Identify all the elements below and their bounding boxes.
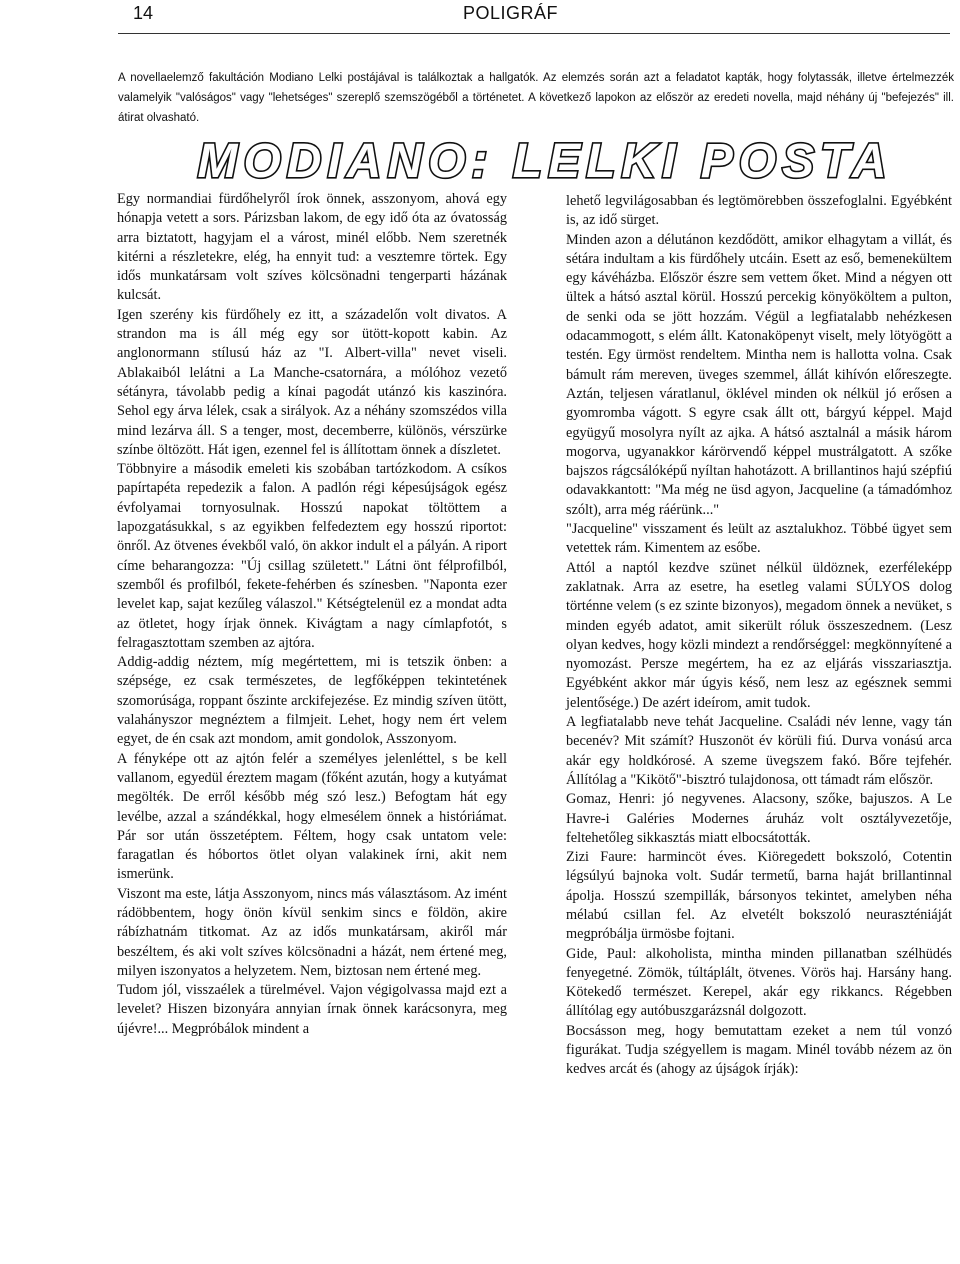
page-number: 14 <box>133 3 154 23</box>
left-column <box>117 190 507 1039</box>
paragraph: A fényképe ott az ajtón felér a személyes jelenléttel, s be kell vallanom, egyedül éreztem magam (főként azután, hogy a kutyámat megölték. De erről később még szó lesz.) Befogtam hát egy levélbe, azzal a szándékkal, hogy elmesélem önnek a históriámat. Pár sor után összetéptem. Féltem, hogy csak untatom vele: faragatlan és hóbortos ötlet olyan valakinek írni, akit nem ismerünk. <box>117 750 507 883</box>
paragraph: Attól a naptól kezdve szünet nélkül üldöznek, ezerféleképp zaklatnak. Arra az esetre, ha esetleg valami SÚLYOS dolog történne velem (s ez szinte bizonyos), megadom önnek a nevüket, s minden egyéb adatot, amit sikerült róluk összeszednem. (Lesz olyan kedves, hogy közli mindezt a rendőrséggel: megkönnyítené a nyomozást. Persze megértem, ha ez az eljárás visszariasztja. Egyébként akkor már úgyis késő, nem lesz az egésznek semmi jelentősége.) De azért ideírom, amit tudok. <box>566 559 952 711</box>
article-title <box>160 130 930 186</box>
paragraph: lehető legvilágosabban és legtömörebben összefoglalni. Egyébként is, az idő sürget. <box>566 193 952 229</box>
paragraph: Addig-addig néztem, míg megértettem, mi is tetszik önben: a szépsége, ez csak természetes, de legfőképpen tekintetének szomorúsága, roppant őszinte arckifejezése. Ez mindig szíven ütött, valahányszor megnéztem a filmjeit. Lehet, hogy nem ért velem egyet, de én csak azt mondom, amit gondolok, Asszonyom. <box>117 654 507 748</box>
paragraph: Tudom jól, visszaélek a türelmével. Vajon végigolvassa majd ezt a levelet? Hiszen bizonyára annyian írnak önnek karácsonyra, meg újévre!... Megpróbálok mindent a <box>117 982 507 1037</box>
paragraph: Viszont ma este, látja Asszonyom, nincs más választásom. Az imént rádöbbentem, hogy önön kívül senkim sincs e földön, akire rábízhatnám titkomat. Az az idős munkatársam, akiről már beszéltem, és aki volt szíves kölcsönadni a házát, nem értené meg, milyen iszonyatos a helyzetem. Nem, biztosan nem értené meg. <box>117 885 507 979</box>
paragraph: Igen szerény kis fürdőhely ez itt, a századelőn volt divatos. A strandon ma is áll még egy sor ütött-kopott kabin. Az anglonormann stílusú ház az "I. Albert-villa" nevet viseli. Ablakaiból lelátni a La Manche-csatornára, a mólóhoz vezető sétányra, távolabb pedig a kínai pagodát utánzó kis kaszinóra. Sehol egy árva lélek, csak a sirályok. Az a néhány szomszédos villa mind lezárva áll. S a tenger, most, decemberre, különös, vérszürke színbe öltözött. Hát igen, ezennel fel is állítottam önnek a díszletet. <box>117 306 507 458</box>
paragraph: "Jacqueline" visszament és leült az asztalukhoz. Többé ügyet sem vetettek rám. Kimentem az esőbe. <box>566 521 952 557</box>
right-column <box>566 192 952 1080</box>
journal-title: POLIGRÁF <box>463 3 559 23</box>
paragraph: Bocsásson meg, hogy bemutattam ezeket a nem túl vonzó figurákat. Tudja szégyellem is magam. Minél tovább nézem az ön kedves arcát és (ahogy az újságok írják): <box>566 1022 952 1078</box>
paragraph: Egy normandiai fürdőhelyről írok önnek, asszonyom, ahová egy hónapja vetett a sors. Párizsban lakom, de egy idő óta az óvatosság arra biztatott, hagyjam el a várost, minél előbb. Nem szeretnék kitérni a részletekre, elég, ha ennyit tud: a vesztemre törtek. Egy idős munkatársam volt szíves kölcsönadni tengerparti házának kulcsát. <box>117 191 507 304</box>
paragraph: Gomaz, Henri: jó negyvenes. Alacsony, szőke, bajuszos. A Le Havre-i Galéries Modernes áruház volt osztályvezetője, feltehetőleg sikkasztás miatt elbocsátották. <box>566 791 952 846</box>
paragraph: A legfiatalabb neve tehát Jacqueline. Családi név lenne, vagy tán becenév? Mit számít? Huszonöt év körüli fiú. Durva vonású arca akár egy holdkórosé. A szeme üvegszem fakó. Bőre tejfehér. Állítólag a "Kikötő"-bisztró tulajdonosa, ott támadt rám először. <box>566 714 952 788</box>
title-graphic <box>160 130 930 186</box>
paragraph: Többnyire a második emeleti kis szobában tartózkodom. A csíkos papírtapéta repedezik a falon. A padlón régi képesújságok egész évfolyamai tornyosulnak. Hosszú napokat töltöttem a lapozgatásukkal, s az egyikben felfedeztem egy hosszú riportot: önről. Az ötvenes évekből való, ön akkor indult el a pályán. A riport címe beharangozza: "Új csillag született." Látni önt félprofilból, szemből és profilból, fekete-fehérben és színesben. "Naponta ezer levelet kap, sajat kezűleg válaszol." Kétségtelenül ez a mondat adta az ötletet, hogy írjak önnek. Kivágtam a nagy címlapfotót, s felragasztottam szemben az ajtóra. <box>117 461 507 651</box>
title-text: MODIANO: LELKI POSTA <box>197 135 893 186</box>
paragraph: Zizi Faure: harmincöt éves. Kiöregedett bokszoló, Cotentin légsúlyú bajnoka volt. Sudár termetű, barna haját brillantinnal ápolja. Hosszú szempillák, bársonyos tekintet, amelyben néha mélabú csillan fel. Az elvetélt bokszoló neuraszténiáját megpróbálja ürmösbe fojtani. <box>566 849 952 943</box>
paragraph: Minden azon a délutánon kezdődött, amikor elhagytam a villát, és sétára indultam a kis fürdőhely utcáin. Esett az eső, bemenekültem egy kávéházba. Először észre sem vettem őket. Mind a négyen ott ültek a hátsó asztal körül. Hosszú percekig könyököltem a pulton, de senki oda se jött hozzám. Végül a legfiatalabb nehézkesen odacammogott, s elém állt. Katonaköpenyt viselt, mely lötyögött a testén. Egy ürmöst rendeltem. Mintha nem is hallotta volna. Csak bámult rám mereven, üveges szemmel, állát kihívón előreszegte. Aztán, teljesen váratlanul, öklével minden ok nélkül jó erősen a gyomromba vágott. S egyre csak állt ott, bárgyú képpel. Majd együgyű mosolyra nyílt az ajka. A hátsó asztalnál a másik három mogorva, ugyanakkor kárörvendő képpel mustrálgatott. A szőke bajszos rágcsálóképű nyíltan hahotázott. A brillantinos hajú szépfiú odavakkantott: "Ma még ne üsd agyon, Jacqueline (a támadómhoz szólt), arra még ráérünk..." <box>566 231 952 518</box>
header-rule <box>118 33 950 34</box>
intro-paragraph: A novellaelemző fakultáción Modiano Lelki postájával is találkoztak a hallgatók. Az elemzés során azt a feladatot kapták, hogy folytassák, illetve értelmezzék valamelyik "valóságos" vagy "lehetséges" szereplő szemszögéből a történetet. A következő lapokon az először az eredeti novella, majd néhány új "befejezés" ill. átirat olvasható. <box>118 72 954 124</box>
paragraph: Gide, Paul: alkoholista, mintha minden pillanatban szélhüdés fenyegetné. Zömök, túltáplált, ötvenes. Vörös haj. Harsány hang. Kötekedő természet. Kerepel, akár egy rikkancs. Régebben állítólag egy autóbuszgarázsnál dolgozott. <box>566 945 952 1020</box>
